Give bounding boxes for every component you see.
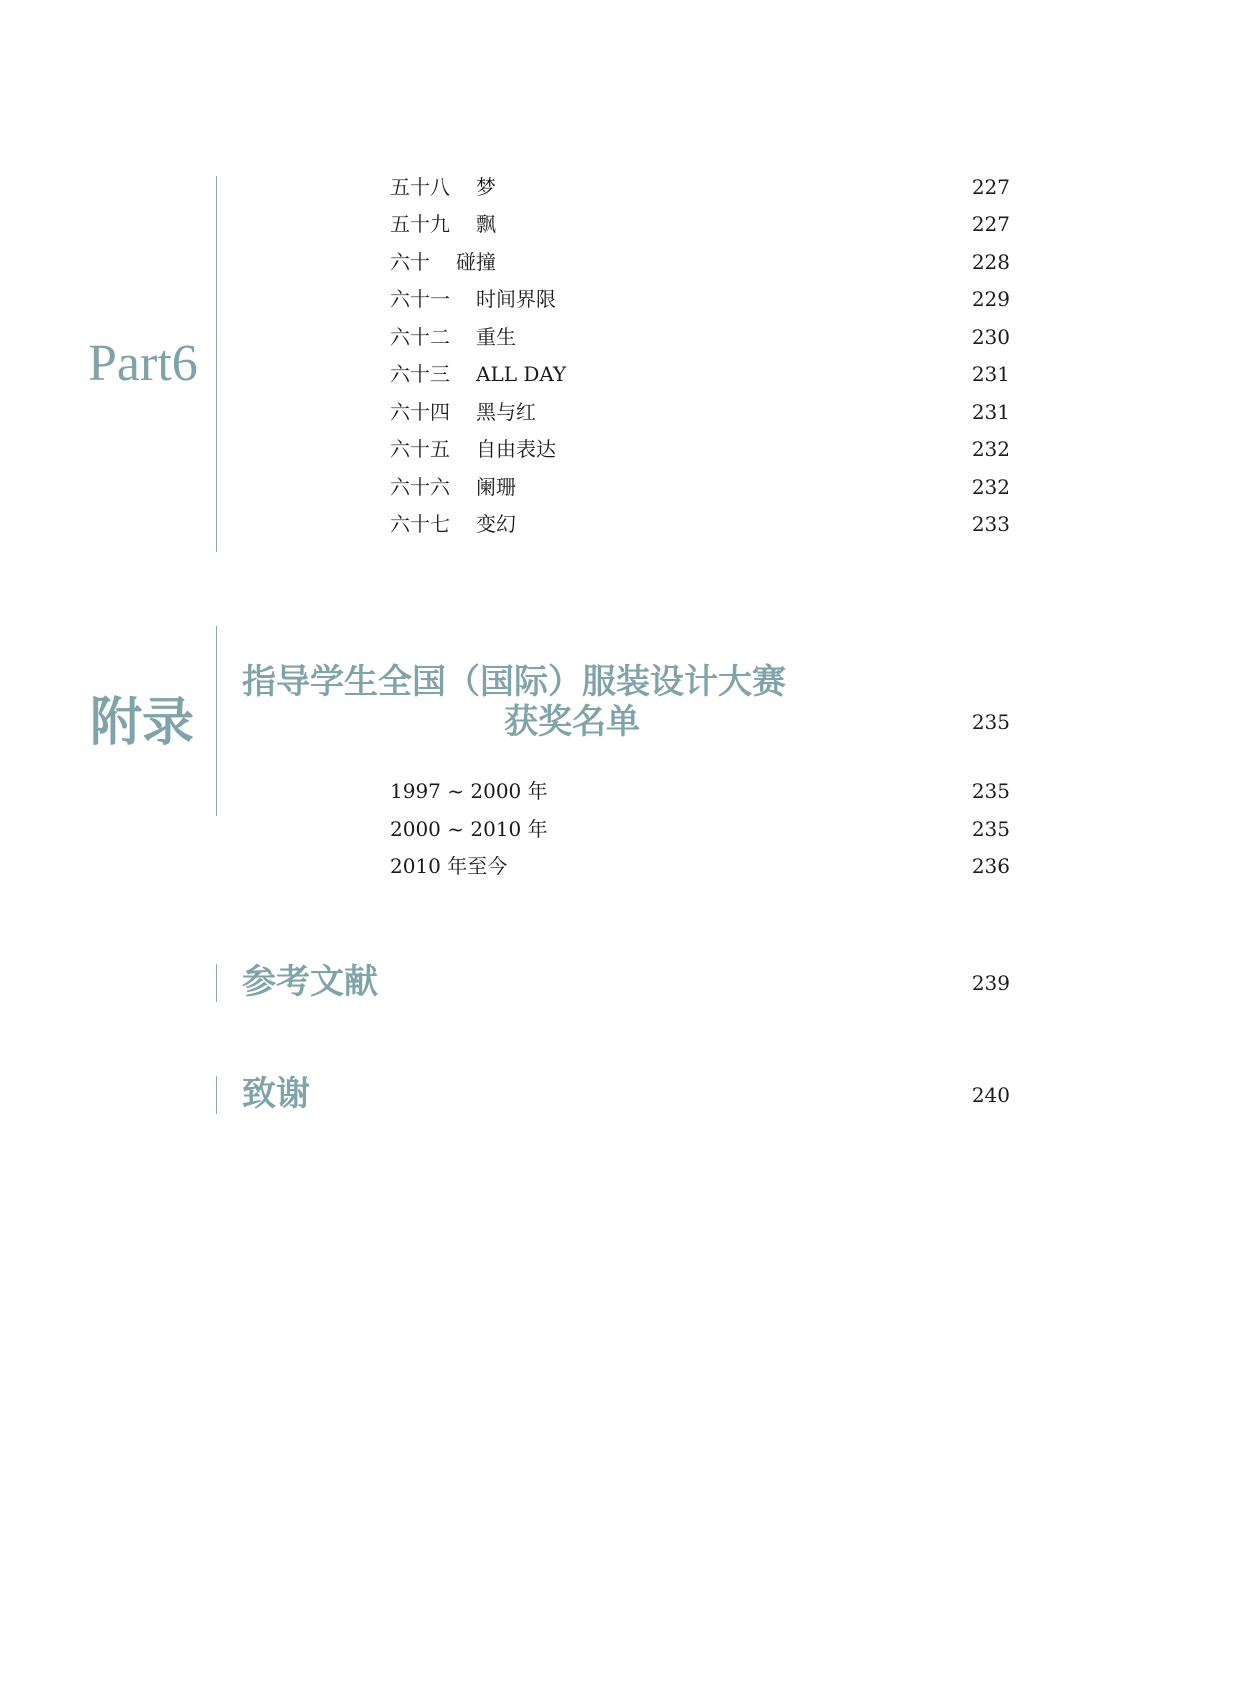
- toc-entry-number: 五十八: [390, 175, 450, 199]
- appendix-label: 附录: [90, 692, 195, 753]
- toc-entry-title: 变幻: [476, 512, 516, 536]
- toc-entry-number: 六十一: [390, 287, 450, 311]
- toc-entry-title: 1997 ~ 2000 年: [390, 779, 548, 803]
- toc-entry[interactable]: [390, 509, 1010, 539]
- toc-entry-title: ALL DAY: [476, 362, 567, 386]
- toc-entry-page: 236: [971, 854, 1010, 878]
- toc-entry-title: 阑珊: [476, 475, 516, 499]
- toc-entry[interactable]: [390, 247, 1010, 277]
- toc-entry[interactable]: [390, 814, 1010, 844]
- toc-entry-number: 六十四: [390, 400, 450, 424]
- references-heading[interactable]: 参考文献: [242, 962, 378, 1002]
- toc-entry-page: 233: [971, 512, 1010, 536]
- toc-entry-page: 229: [971, 287, 1010, 311]
- toc-entry[interactable]: [390, 397, 1010, 427]
- toc-entry-number: 六十: [390, 250, 430, 274]
- references-page: 239: [971, 971, 1010, 995]
- acknowledgements-divider-line: [216, 1076, 217, 1114]
- toc-entry[interactable]: [390, 434, 1010, 464]
- acknowledgements-heading[interactable]: 致谢: [242, 1074, 310, 1114]
- toc-entry-title: 2010 年至今: [390, 854, 508, 878]
- toc-entry[interactable]: [390, 359, 1010, 389]
- toc-entry-page: 227: [971, 212, 1010, 236]
- toc-entry-title: 2000 ~ 2010 年: [390, 817, 548, 841]
- toc-entry-page: 235: [971, 779, 1010, 803]
- toc-entry[interactable]: [390, 322, 1010, 352]
- toc-entry[interactable]: [390, 172, 1010, 202]
- toc-entry-number: 六十三: [390, 362, 450, 386]
- toc-entry-title: 飘: [476, 212, 496, 236]
- appendix-heading-page: 235: [971, 710, 1010, 734]
- toc-entry-number: 六十七: [390, 512, 450, 536]
- toc-entry-page: 227: [971, 175, 1010, 199]
- toc-entry-page: 232: [971, 475, 1010, 499]
- part6-divider-line: [216, 176, 217, 552]
- toc-entry-number: 六十六: [390, 475, 450, 499]
- toc-entry[interactable]: [390, 851, 1010, 881]
- toc-entry-title: 碰撞: [456, 250, 496, 274]
- toc-entry[interactable]: [390, 284, 1010, 314]
- part6-label: Part6: [88, 335, 198, 392]
- toc-entry-number: 六十二: [390, 325, 450, 349]
- acknowledgements-page: 240: [971, 1083, 1010, 1107]
- toc-entry-page: 235: [971, 817, 1010, 841]
- toc-entry-page: 232: [971, 437, 1010, 461]
- toc-entry-title: 重生: [476, 325, 516, 349]
- toc-entry-page: 230: [971, 325, 1010, 349]
- toc-entry-number: 六十五: [390, 437, 450, 461]
- toc-entry-title: 梦: [476, 175, 496, 199]
- toc-entry[interactable]: [390, 209, 1010, 239]
- toc-entry[interactable]: [390, 776, 1010, 806]
- toc-entry-title: 时间界限: [476, 287, 556, 311]
- toc-entry[interactable]: [390, 472, 1010, 502]
- appendix-heading-line2: 获奖名单: [504, 702, 640, 742]
- toc-entry-page: 231: [971, 362, 1010, 386]
- appendix-heading-line1: 指导学生全国（国际）服装设计大赛: [242, 662, 786, 702]
- toc-entry-number: 五十九: [390, 212, 450, 236]
- appendix-divider-line: [216, 626, 217, 816]
- toc-entry-page: 231: [971, 400, 1010, 424]
- toc-entry-title: 自由表达: [476, 437, 556, 461]
- references-divider-line: [216, 964, 217, 1002]
- toc-entry-page: 228: [971, 250, 1010, 274]
- toc-entry-title: 黑与红: [476, 400, 536, 424]
